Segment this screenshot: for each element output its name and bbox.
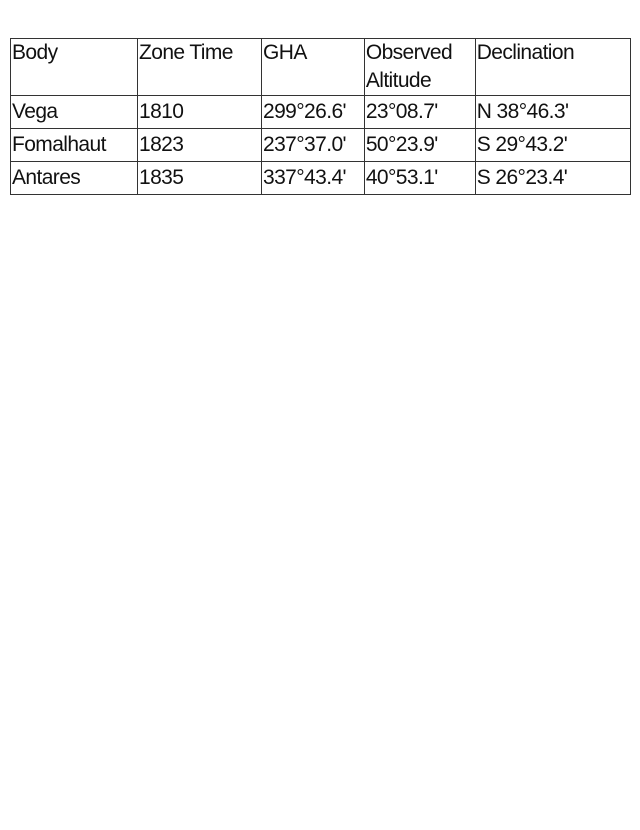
star-sight-table <box>10 38 631 195</box>
cell-zone-time: 1810 <box>138 96 262 129</box>
cell-zone-time: 1835 <box>138 162 262 195</box>
table-row <box>11 96 631 129</box>
cell-declination: S 29°43.2' <box>475 129 630 162</box>
cell-zone-time: 1823 <box>138 129 262 162</box>
cell-declination: S 26°23.4' <box>475 162 630 195</box>
cell-declination: N 38°46.3' <box>475 96 630 129</box>
cell-gha: 337°43.4' <box>262 162 365 195</box>
table-row <box>11 162 631 195</box>
cell-observed-altitude: 50°23.9' <box>364 129 475 162</box>
table-header-row <box>11 39 631 96</box>
cell-body: Antares <box>11 162 138 195</box>
cell-observed-altitude: 40°53.1' <box>364 162 475 195</box>
header-body: Body <box>11 39 138 96</box>
cell-gha: 237°37.0' <box>262 129 365 162</box>
cell-observed-altitude: 23°08.7' <box>364 96 475 129</box>
header-declination: Declination <box>475 39 630 96</box>
table-row <box>11 129 631 162</box>
header-observed-altitude: Observed Altitude <box>364 39 475 96</box>
header-zone-time: Zone Time <box>138 39 262 96</box>
cell-gha: 299°26.6' <box>262 96 365 129</box>
header-gha: GHA <box>262 39 365 96</box>
cell-body: Fomalhaut <box>11 129 138 162</box>
cell-body: Vega <box>11 96 138 129</box>
